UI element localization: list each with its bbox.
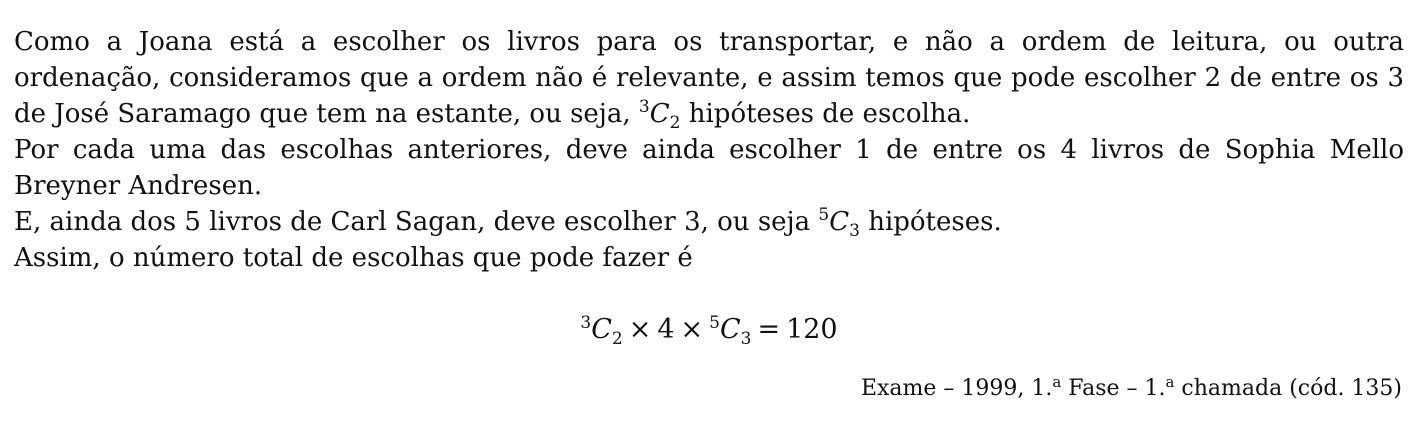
equation-term-b-k: 3 — [740, 329, 752, 349]
equation-term-a — [580, 313, 623, 349]
paragraph-1-text-a: Como a Joana está a escolher os livros para os transportar, e não a ordem de leitura, ou outra ordenação, consideramos que a ordem não é relevante, e assim temos que pode escolher 2 de entre os 3 de José Saramago que tem na estante, ou seja, — [14, 27, 1404, 129]
source-ordinal-1: a — [1052, 373, 1062, 391]
equation-term-a-k: 2 — [611, 329, 623, 349]
source-part-3: chamada (cód. 135) — [1174, 376, 1402, 401]
equation-result: 120 — [786, 314, 838, 345]
combination-3c2-n: 3 — [638, 97, 650, 117]
times-operator-1: × — [628, 314, 652, 345]
solution-text — [14, 24, 1404, 276]
equation-term-b — [709, 313, 752, 349]
combination-5c3-symbol: C — [829, 207, 850, 237]
paragraph-2: Por cada uma das escolhas anteriores, deve ainda escolher 1 de entre os 4 livros de Sophia Mello Breyner Andresen. — [14, 135, 1404, 201]
source-part-2: Fase – 1. — [1061, 376, 1166, 401]
combination-3c2-k: 2 — [669, 113, 681, 133]
paragraph-1-text-b: hipóteses de escolha. — [680, 99, 971, 129]
paragraph-3-text-a: E, ainda dos 5 livros de Carl Sagan, deve escolher 3, ou seja — [14, 207, 819, 237]
paragraph-1 — [14, 24, 1404, 132]
equation-term-mid: 4 — [657, 314, 675, 345]
combination-5c3 — [818, 205, 860, 241]
combination-5c3-k: 3 — [849, 221, 860, 241]
equation-term-b-n: 5 — [709, 313, 720, 333]
source-part-1: Exame – 1999, 1. — [860, 376, 1053, 401]
combination-5c3-n: 5 — [818, 205, 830, 225]
paragraph-3 — [14, 204, 1404, 240]
exam-source-reference — [861, 374, 1402, 404]
equation-term-a-n: 3 — [580, 313, 592, 333]
times-operator-2: × — [680, 314, 704, 345]
source-ordinal-2: a — [1165, 373, 1175, 391]
equation-term-a-symbol: C — [591, 314, 612, 345]
paragraph-4: Assim, o número total de escolhas que pode fazer é — [14, 243, 693, 273]
equals-operator: = — [757, 314, 781, 345]
display-equation — [0, 312, 1418, 348]
paragraph-3-text-b: hipóteses. — [859, 207, 1002, 237]
equation-term-b-symbol: C — [719, 314, 741, 345]
combination-3c2-symbol: C — [649, 99, 670, 129]
combination-3c2 — [638, 97, 681, 133]
